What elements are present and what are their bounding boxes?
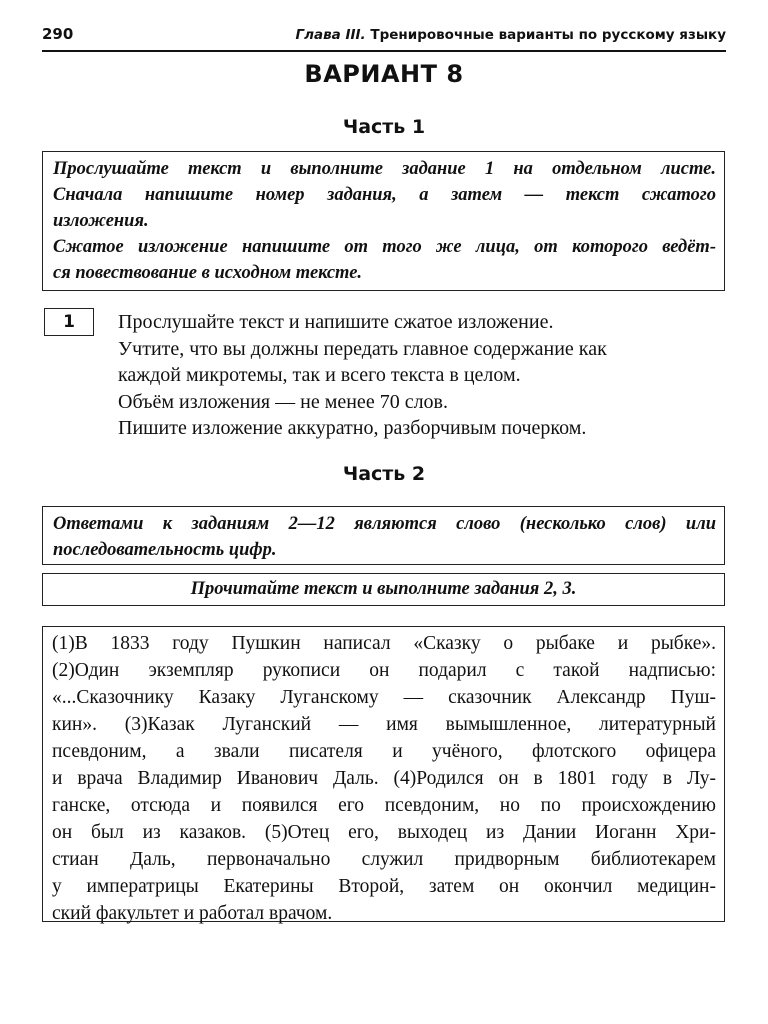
task-line: Пишите изложение аккуратно, разборчивым почерком. bbox=[118, 417, 587, 439]
read-instruction: Прочитайте текст и выполните задания 2, 3. bbox=[190, 579, 577, 599]
instruction-line: Сначала напишите номер задания, а затем — текст сжатого bbox=[53, 185, 716, 205]
part2-title: Часть 2 bbox=[342, 463, 426, 485]
task-line: Учтите, что вы должны передать главное содержание как bbox=[118, 337, 607, 360]
part2-instruction-box bbox=[42, 506, 725, 565]
reading-line: у императрицы Екатерины Второй, затем он окончил медицин- bbox=[52, 876, 716, 897]
reading-line: псевдоним, а звали писателя и учёного, флотского офицера bbox=[52, 741, 716, 762]
page-header bbox=[42, 22, 726, 52]
reading-line: (1)В 1833 году Пушкин написал «Сказку о рыбаке и рыбке». bbox=[52, 633, 716, 654]
task-line: Объём изложения — не менее 70 слов. bbox=[118, 390, 448, 413]
instruction-line: изложения. bbox=[53, 211, 149, 231]
reading-line: и врача Владимир Иванович Даль. (4)Родился он в 1801 году в Лу- bbox=[52, 768, 716, 789]
reading-line: стиан Даль, первоначально служил придворным библиотекарем bbox=[52, 849, 716, 870]
page-number: 290 bbox=[42, 25, 74, 43]
instruction-line: ся повествование в исходном тексте. bbox=[53, 263, 363, 283]
variant-title: ВАРИАНТ 8 bbox=[304, 60, 464, 88]
read-instruction-box bbox=[42, 573, 725, 606]
part1-title: Часть 1 bbox=[342, 116, 426, 138]
task-line: Прослушайте текст и напишите сжатое изложение. bbox=[118, 311, 554, 333]
part1-instruction-box bbox=[42, 151, 725, 291]
instruction-line: Прослушайте текст и выполните задание 1 на отдельном листе. bbox=[53, 159, 716, 179]
running-title bbox=[296, 27, 726, 43]
instruction-line: Ответами к заданиям 2—12 являются слово (несколько слов) или bbox=[53, 514, 716, 534]
reading-line: ганске, отсюда и появился его псевдоним, но по происхождению bbox=[52, 795, 716, 816]
reading-line: «...Сказочнику Казаку Луганскому — сказочник Александр Пуш- bbox=[52, 687, 716, 708]
task-number-box: 1 bbox=[44, 308, 94, 336]
instruction-line: последовательность цифр. bbox=[53, 540, 277, 560]
instruction-line: Сжатое изложение напишите от того же лица, от которого ведёт- bbox=[53, 237, 716, 257]
reading-line: ский факультет и работал врачом. bbox=[52, 903, 333, 924]
chapter-label: Глава III. bbox=[295, 27, 366, 43]
reading-text-box bbox=[42, 626, 725, 922]
chapter-title: Тренировочные варианты по русскому языку bbox=[370, 27, 726, 43]
reading-line: кин». (3)Казак Луганский — имя вымышленное, литературный bbox=[52, 714, 716, 735]
task-line: каждой микротемы, так и всего текста в целом. bbox=[118, 364, 521, 386]
task-text bbox=[118, 309, 733, 442]
reading-line: он был из казаков. (5)Отец его, выходец из Дании Иоганн Хри- bbox=[52, 822, 716, 843]
reading-line: (2)Один экземпляр рукописи он подарил с такой надписью: bbox=[52, 660, 716, 681]
